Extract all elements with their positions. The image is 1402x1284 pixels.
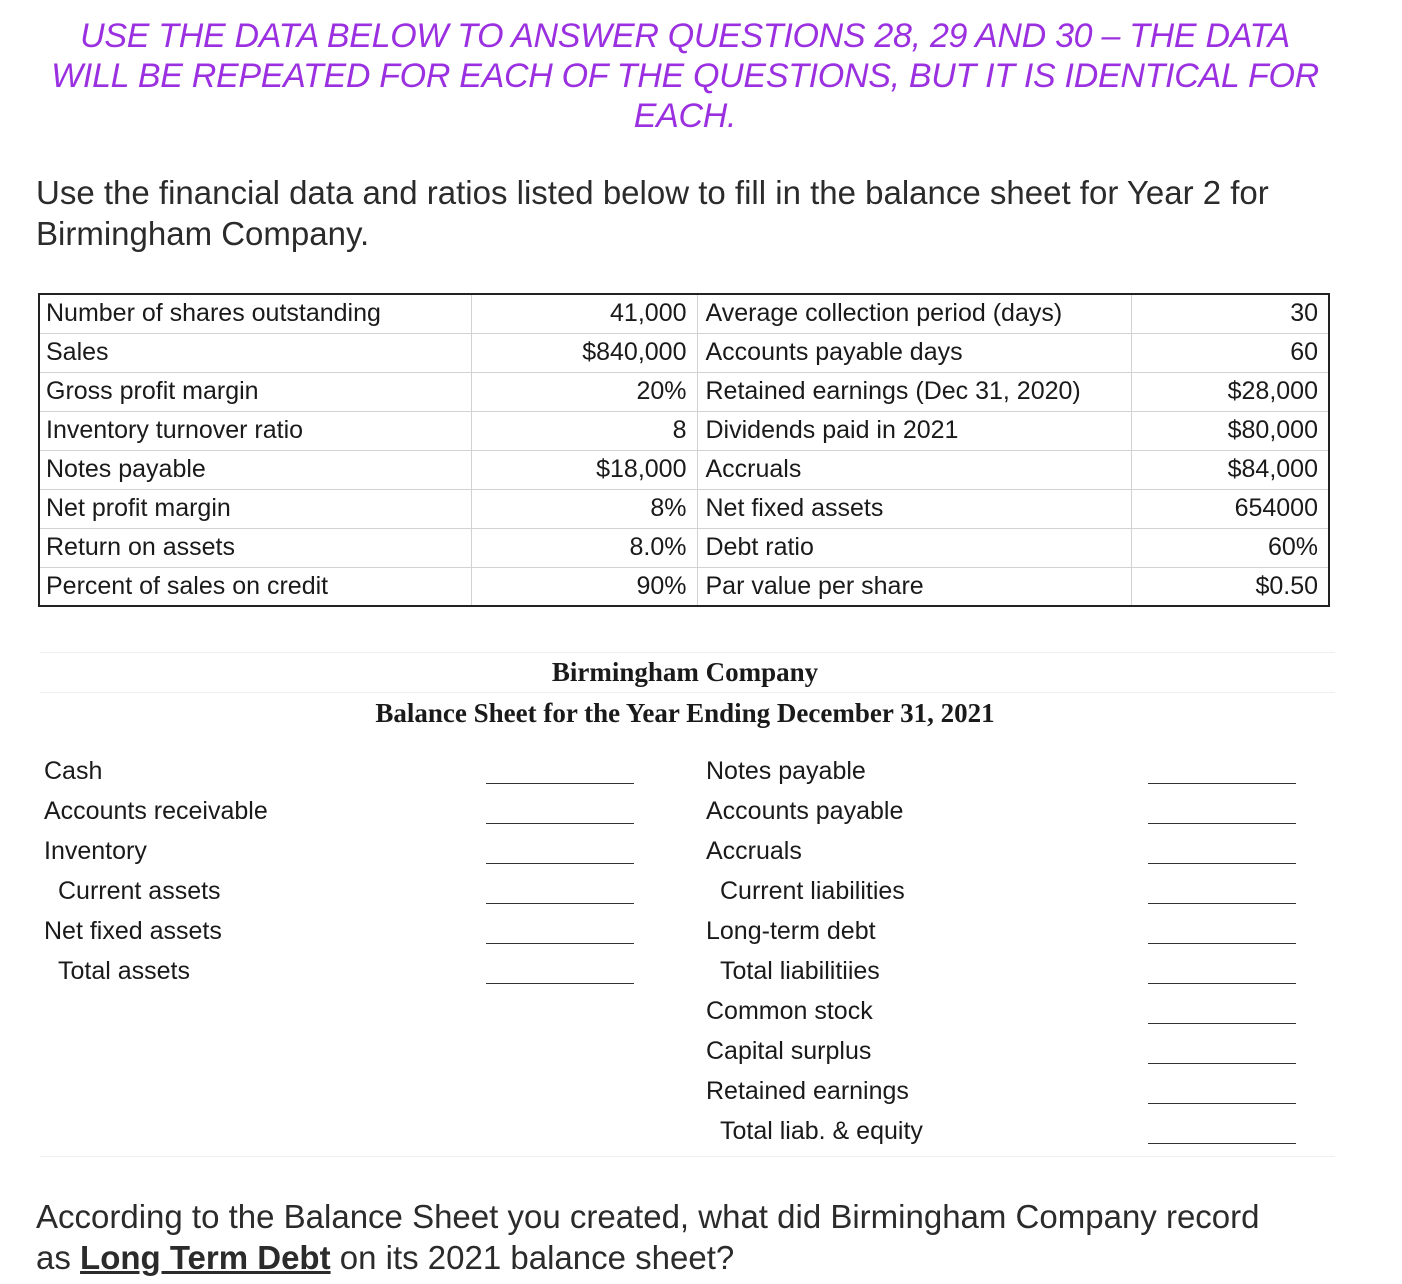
ratio-cell-value2: $28,000 <box>1131 372 1329 411</box>
assets-label: Accounts receivable <box>44 797 268 825</box>
ratio-row <box>39 450 1329 489</box>
liabilities-row <box>0 796 1402 836</box>
liabilities-blank-field[interactable] <box>1148 943 1296 944</box>
ratio-cell-label: Return on assets <box>39 528 471 567</box>
ratio-cell-value: 20% <box>471 372 697 411</box>
ratio-cell-value2: $84,000 <box>1131 450 1329 489</box>
liabilities-row <box>0 876 1402 916</box>
liabilities-label: Common stock <box>706 997 873 1025</box>
balance-sheet-title: Balance Sheet for the Year Ending December 31, 2021 <box>375 698 995 728</box>
assets-label: Total assets <box>58 957 191 985</box>
liabilities-row <box>0 836 1402 876</box>
liabilities-row <box>0 996 1402 1036</box>
ratio-cell-label2: Average collection period (days) <box>697 294 1131 333</box>
question-prefix: as <box>36 1239 81 1276</box>
ratio-cell-value2: 60% <box>1131 528 1329 567</box>
ratio-cell-label2: Debt ratio <box>697 528 1131 567</box>
ratio-cell-label: Sales <box>39 333 471 372</box>
liabilities-blank-field[interactable] <box>1148 1063 1296 1064</box>
liabilities-blank-field[interactable] <box>1148 983 1296 984</box>
ratio-cell-value2: 30 <box>1131 294 1329 333</box>
liabilities-row <box>0 916 1402 956</box>
liabilities-row <box>0 1036 1402 1076</box>
liabilities-label: Notes payable <box>706 757 866 785</box>
liabilities-blank-field[interactable] <box>1148 1143 1296 1144</box>
ratio-cell-value: 41,000 <box>471 294 697 333</box>
financial-data-table <box>38 293 1330 607</box>
ratio-cell-value: $18,000 <box>471 450 697 489</box>
ratio-cell-label: Gross profit margin <box>39 372 471 411</box>
liabilities-label: Capital surplus <box>706 1037 872 1065</box>
grid-line <box>40 692 1335 693</box>
liabilities-blank-field[interactable] <box>1148 1023 1296 1024</box>
assets-label: Inventory <box>44 837 147 865</box>
liabilities-label: Total liabilitiies <box>720 957 880 985</box>
intro-line: Use the financial data and ratios listed below to fill in the balance sheet for Year 2 for <box>36 174 1269 211</box>
ratio-cell-value: 8% <box>471 489 697 528</box>
liabilities-row <box>0 1076 1402 1116</box>
ratio-cell-label: Inventory turnover ratio <box>39 411 471 450</box>
intro-line: Birmingham Company. <box>36 215 370 252</box>
question-line: According to the Balance Sheet you created, what did Birmingham Company record <box>36 1198 1260 1235</box>
liabilities-label: Long-term debt <box>706 917 876 945</box>
ratio-cell-value: $840,000 <box>471 333 697 372</box>
notice-line: WILL BE REPEATED FOR EACH OF THE QUESTIONS, BUT IT IS IDENTICAL FOR <box>51 57 1319 95</box>
ratio-cell-label2: Dividends paid in 2021 <box>697 411 1131 450</box>
ratio-cell-label: Notes payable <box>39 450 471 489</box>
question-emphasis: Long Term Debt <box>80 1239 331 1276</box>
balance-sheet-company: Birmingham Company <box>551 657 819 687</box>
instruction-notice <box>40 16 1330 136</box>
ratio-row <box>39 411 1329 450</box>
liabilities-label: Accruals <box>706 837 802 865</box>
liabilities-blank-field[interactable] <box>1148 823 1296 824</box>
liabilities-label: Retained earnings <box>706 1077 909 1105</box>
ratio-cell-label: Number of shares outstanding <box>39 294 471 333</box>
ratio-cell-label: Net profit margin <box>39 489 471 528</box>
grid-line <box>40 1156 1335 1157</box>
intro-text <box>36 172 1366 254</box>
ratio-row <box>39 294 1329 333</box>
question-line <box>36 1237 1376 1278</box>
ratio-cell-label2: Net fixed assets <box>697 489 1131 528</box>
liabilities-row <box>0 756 1402 796</box>
grid-line <box>40 652 1335 653</box>
liabilities-label: Total liab. & equity <box>720 1117 923 1145</box>
ratio-cell-label2: Accruals <box>697 450 1131 489</box>
question-suffix: on its 2021 balance sheet? <box>330 1239 735 1276</box>
liabilities-label: Current liabilities <box>720 877 905 905</box>
notice-line: USE THE DATA BELOW TO ANSWER QUESTIONS 28, 29 AND 30 – THE DATA <box>80 17 1290 55</box>
liabilities-blank-field[interactable] <box>1148 903 1296 904</box>
ratio-row <box>39 372 1329 411</box>
ratio-row <box>39 333 1329 372</box>
ratio-cell-label2: Retained earnings (Dec 31, 2020) <box>697 372 1131 411</box>
ratio-cell-label: Percent of sales on credit <box>39 567 471 606</box>
assets-label: Cash <box>44 757 103 785</box>
assets-label: Current assets <box>58 877 221 905</box>
question-text <box>36 1196 1376 1278</box>
notice-line: EACH. <box>633 97 737 135</box>
ratio-cell-value: 8 <box>471 411 697 450</box>
ratio-cell-value: 90% <box>471 567 697 606</box>
ratio-cell-value2: 654000 <box>1131 489 1329 528</box>
ratio-row <box>39 567 1329 606</box>
ratio-cell-label2: Accounts payable days <box>697 333 1131 372</box>
liabilities-row <box>0 1116 1402 1156</box>
liabilities-blank-field[interactable] <box>1148 1103 1296 1104</box>
assets-label: Net fixed assets <box>44 917 222 945</box>
ratio-row <box>39 528 1329 567</box>
liabilities-blank-field[interactable] <box>1148 783 1296 784</box>
ratio-cell-value2: $80,000 <box>1131 411 1329 450</box>
liabilities-row <box>0 956 1402 996</box>
ratio-cell-value2: $0.50 <box>1131 567 1329 606</box>
ratio-cell-value2: 60 <box>1131 333 1329 372</box>
liabilities-label: Accounts payable <box>706 797 904 825</box>
liabilities-blank-field[interactable] <box>1148 863 1296 864</box>
ratio-cell-value: 8.0% <box>471 528 697 567</box>
ratio-cell-label2: Par value per share <box>697 567 1131 606</box>
ratio-row <box>39 489 1329 528</box>
